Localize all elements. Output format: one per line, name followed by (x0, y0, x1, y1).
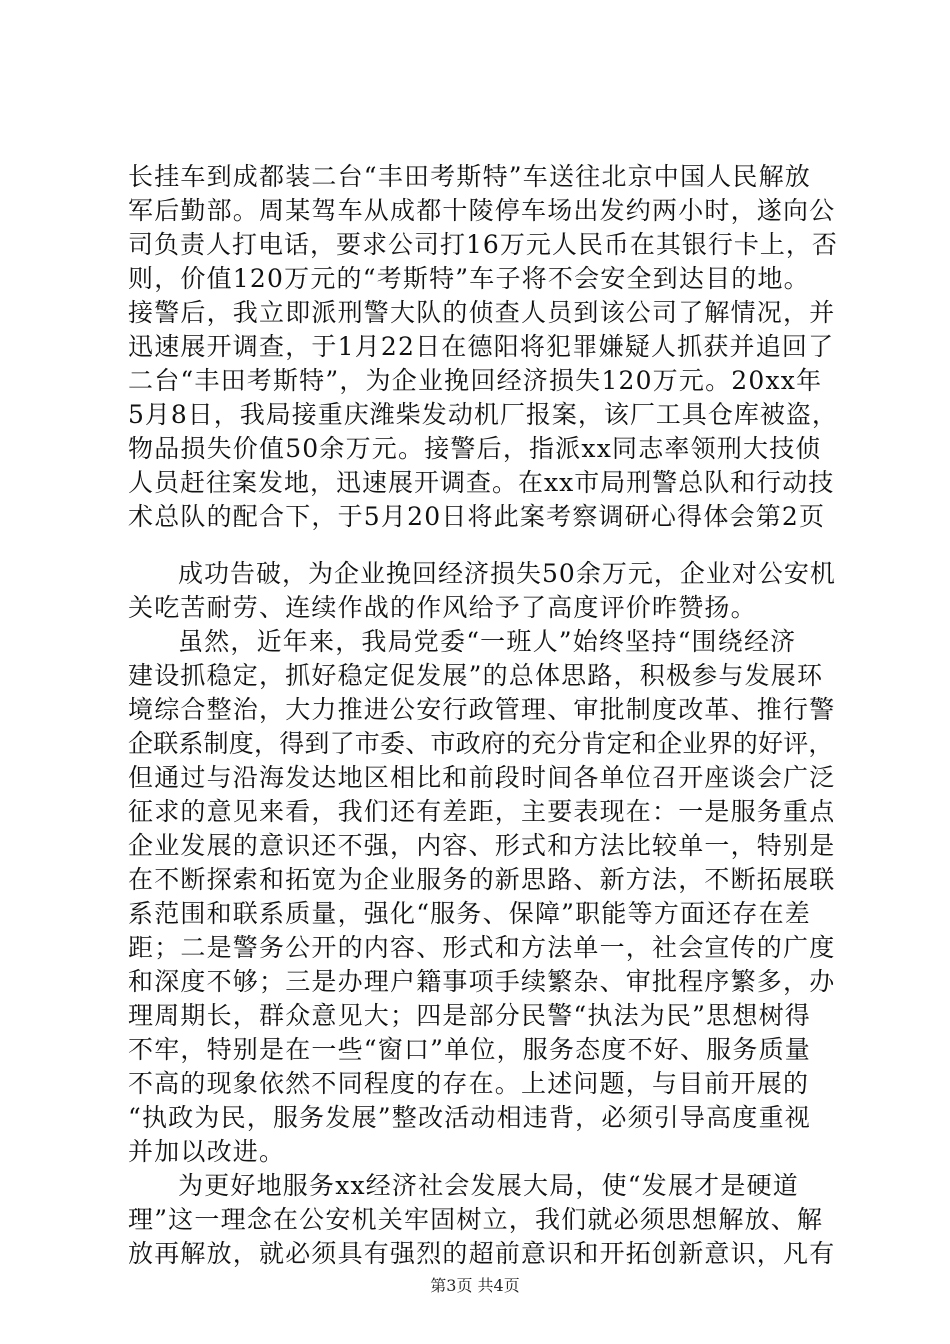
text-line: 企联系制度，得到了市委、市政府的充分肯定和企业界的好评， (128, 729, 834, 758)
text-line: 在不断探索和拓宽为企业服务的新思路、新方法，不断拓展联 (128, 865, 836, 894)
text-line: 为更好地服务xx经济社会发展大局，使“发展才是硬道 (178, 1171, 799, 1200)
text-line: 人员赶往案发地，迅速展开调查。在xx市局刑警总队和行动技 (128, 468, 835, 497)
text-line: 理”这一理念在公安机关牢固树立，我们就必须思想解放、解 (128, 1205, 824, 1234)
text-line: 和深度不够；三是办理户籍事项手续繁杂、审批程序繁多，办 (128, 967, 836, 996)
text-line: 关吃苦耐劳、连续作战的作风给予了高度评价昨赞扬。 (128, 593, 757, 622)
text-line: 军后勤部。周某驾车从成都十陵停车场出发约两小时，遂向公 (128, 196, 836, 225)
text-line: 术总队的配合下，于5月20日将此案考察调研心得体会第2页 (128, 502, 826, 531)
text-line: 系范围和联系质量，强化“服务、保障”职能等方面还存在差 (128, 899, 811, 928)
text-line: 境综合整治，大力推进公安行政管理、审批制度改革、推行警 (128, 695, 836, 724)
text-line: 企业发展的意识还不强，内容、形式和方法比较单一，特别是 (128, 831, 836, 860)
text-line: “执政为民，服务发展”整改活动相违背，必须引导高度重视 (128, 1103, 811, 1132)
text-line: 司负责人打电话，要求公司打16万元人民币在其银行卡上，否 (128, 230, 838, 259)
text-line: 征求的意见来看，我们还有差距，主要表现在：一是服务重点 (128, 797, 836, 826)
text-line: 建设抓稳定，抓好稳定促发展”的总体思路，积极参与发展环 (128, 661, 824, 690)
text-line: 二台“丰田考斯特”，为企业挽回经济损失120万元。20xx年 (128, 366, 823, 395)
text-line: 距；二是警务公开的内容、形式和方法单一，社会宣传的广度 (128, 933, 836, 962)
text-line: 虽然，近年来，我局党委“一班人”始终坚持“围绕经济 (178, 627, 797, 656)
text-line: 不牢，特别是在一些“窗口”单位，服务态度不好、服务质量 (128, 1035, 811, 1064)
text-line: 不高的现象依然不同程度的存在。上述问题，与目前开展的 (128, 1069, 810, 1098)
text-line: 迅速展开调查，于1月22日在德阳将犯罪嫌疑人抓获并追回了 (128, 332, 835, 361)
text-line: 5月8日，我局接重庆潍柴发动机厂报案，该厂工具仓库被盗， (128, 400, 838, 429)
text-line: 放再解放，就必须具有强烈的超前意识和开拓创新意识，凡有 (128, 1239, 836, 1268)
page-number-footer: 第3页 共4页 (430, 1276, 520, 1295)
text-line: 长挂车到成都装二台“丰田考斯特”车送往北京中国人民解放 (128, 162, 811, 191)
text-line: 接警后，我立即派刑警大队的侦查人员到该公司了解情况，并 (128, 298, 836, 327)
text-line: 并加以改进。 (128, 1137, 286, 1166)
text-line: 成功告破，为企业挽回经济损失50余万元，企业对公安机 (178, 559, 836, 588)
text-line: 理周期长，群众意见大；四是部分民警“执法为民”思想树得 (128, 1001, 811, 1030)
text-line: 则，价值120万元的“考斯特”车子将不会安全到达目的地。 (128, 264, 810, 293)
text-line: 物品损失价值50余万元。接警后，指派xx同志率领刑大技侦 (128, 434, 822, 463)
text-line: 但通过与沿海发达地区相比和前段时间各单位召开座谈会广泛 (128, 763, 836, 792)
